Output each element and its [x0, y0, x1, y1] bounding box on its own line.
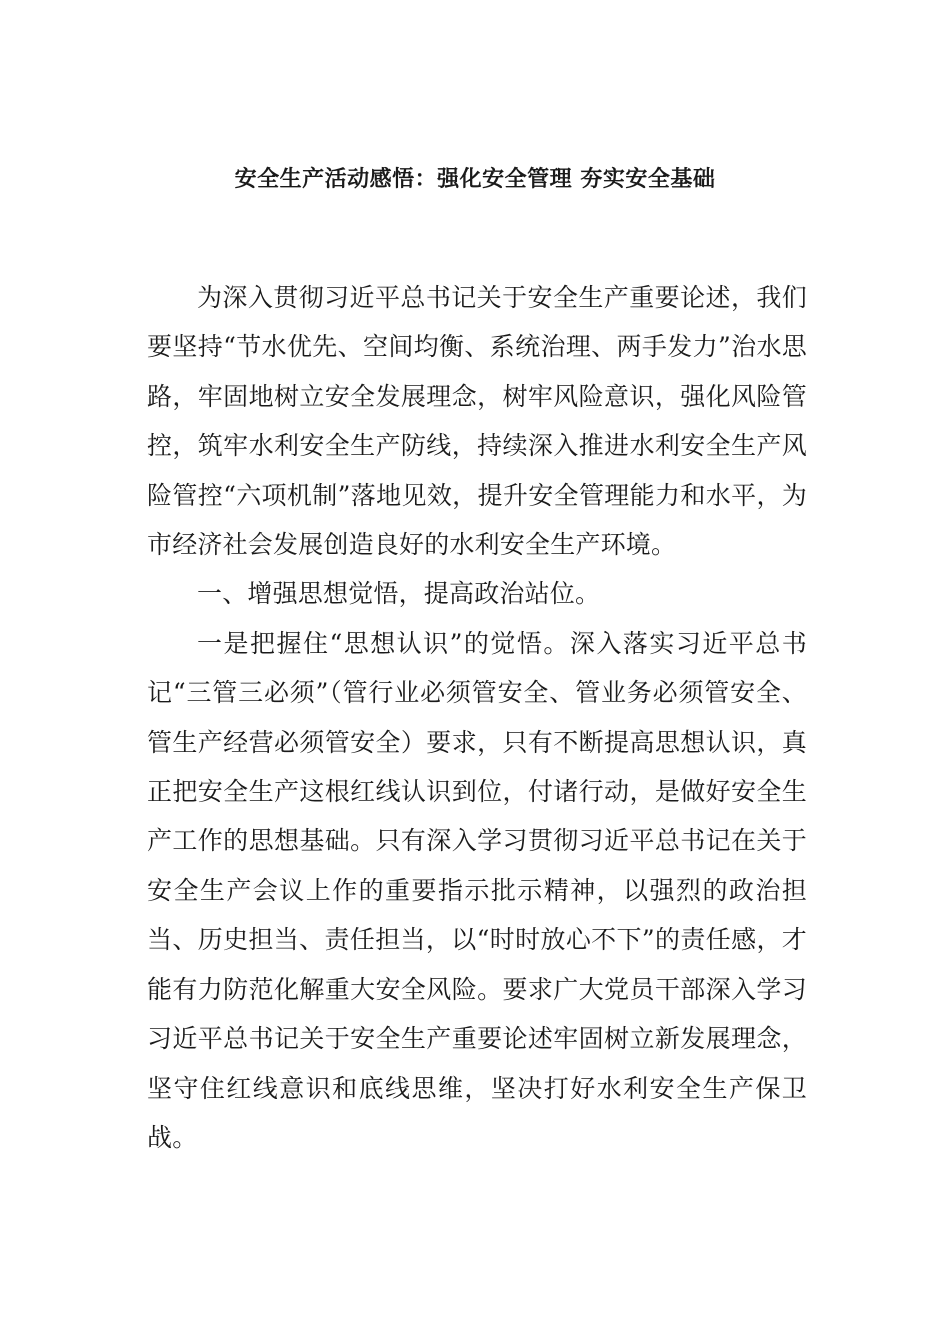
document-body	[147, 273, 807, 1162]
paragraph-intro: 为深入贯彻习近平总书记关于安全生产重要论述，我们要坚持“节水优先、空间均衡、系统治理、两手发力”治水思路，牢固地树立安全发展理念，树牢风险意识，强化风险管控，筑牢水利安全生产防线，持续深入推进水利安全生产风险管控“六项机制”落地见效，提升安全管理能力和水平，为市经济社会发展创造良好的水利安全生产环境。	[147, 283, 807, 560]
paragraph-point-one: 一是把握住“思想认识”的觉悟。深入落实习近平总书记“三管三必须”（管行业必须管安全、管业务必须管安全、管生产经营必须管安全）要求，只有不断提高思想认识，真正把安全生产这根红线认识到位，付诸行动，是做好安全生产工作的思想基础。只有深入学习贯彻习近平总书记在关于安全生产会议上作的重要指示批示精神，以强烈的政治担当、历史担当、责任担当，以“时时放心不下”的责任感，才能有力防范化解重大安全风险。要求广大党员干部深入学习习近平总书记关于安全生产重要论述牢固树立新发展理念，坚守住红线意识和底线思维，坚决打好水利安全生产保卫战。	[147, 628, 807, 1152]
section-heading: 一、增强思想觉悟，提高政治站位。	[197, 579, 601, 609]
document-title: 安全生产活动感悟：强化安全管理 夯实安全基础	[234, 167, 716, 192]
